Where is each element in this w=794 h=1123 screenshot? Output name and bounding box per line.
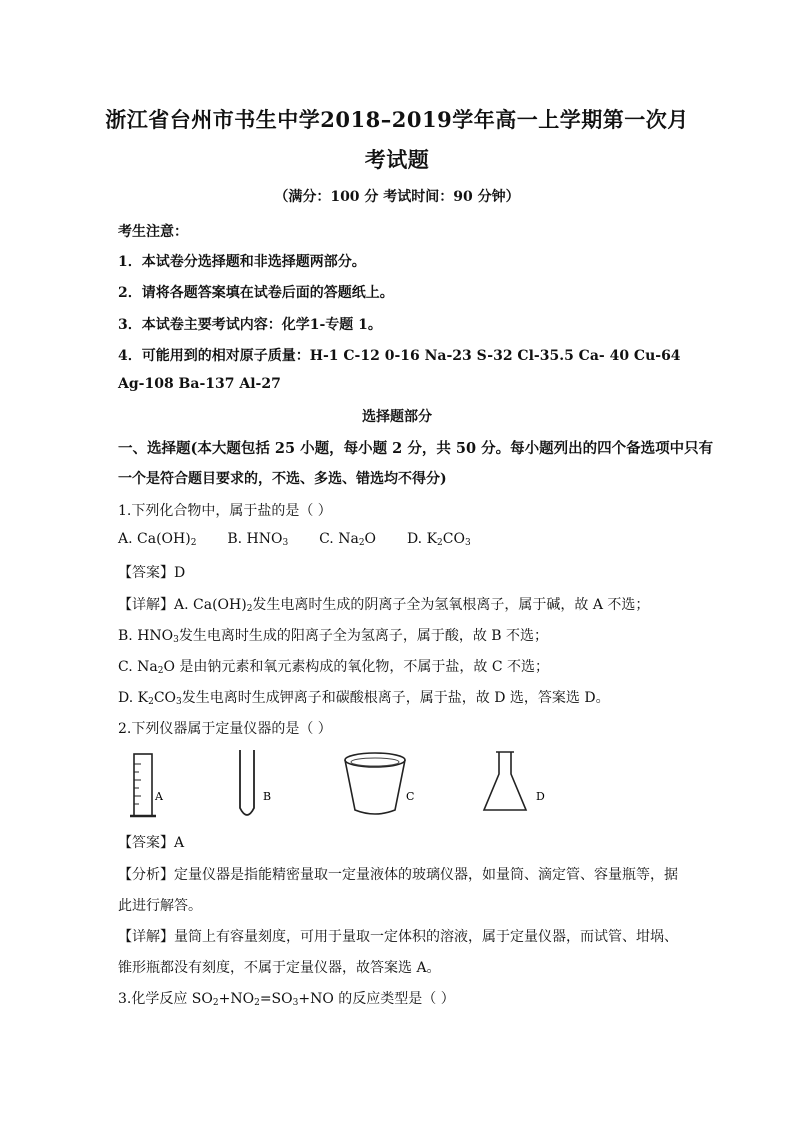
q1-options — [118, 531, 471, 547]
section-title: 选择题部分 — [362, 409, 432, 425]
q2-analysis-1: 【分析】定量仪器是指能精密量取一定量液体的玻璃仪器，如量筒、滴定管、容量瓶等，据 — [118, 867, 678, 883]
notice-item-4: 4．可能用到的相对原子质量：H-1 C-12 0-16 Na-23 S-32 Cl-35.5 Ca- 40 Cu-64 — [118, 348, 681, 364]
q2-label-b: B — [263, 790, 272, 803]
exam-title-line1: 浙江省台州市书生中学2018–2019学年高一上学期第一次月 — [105, 107, 689, 132]
q1-detail-c: C. $Na_2O$ 是由钠元素和氧元素构成的氧化物，不属于盐，故 C 不选； — [118, 659, 549, 676]
q2-analysis-2: 此进行解答。 — [118, 898, 202, 914]
q1-stem: 1.下列化合物中，属于盐的是（ ） — [118, 503, 332, 519]
q1-option-c: C. $Na_2O$ — [319, 531, 377, 548]
notice-item-3: 3．本试卷主要考试内容：化学1-专题 1。 — [118, 317, 382, 333]
section-instruction-2: 一个是符合题目要求的，不选、多选、错选均不得分) — [118, 471, 447, 487]
q2-answer: 【答案】A — [118, 835, 185, 851]
q1-detail-b: B. $HNO_3$发生电离时生成的阳离子全为氢离子，属于酸，故 B 不选； — [118, 628, 549, 645]
q2-stem: 2.下列仪器属于定量仪器的是（ ） — [118, 721, 332, 737]
exam-subtitle: （满分：100 分 考试时间：90 分钟） — [274, 189, 520, 205]
q1-detail-d: D. $K_2CO_3$发生电离时生成钾离子和碳酸根离子，属于盐，故 D 选，答案选 D。 — [118, 690, 610, 707]
q1-option-a: A. $Ca(OH)_2$ — [118, 531, 197, 548]
q3-stem: 3.化学反应 $SO_2+NO_2=SO_3+NO$ 的反应类型是（ ） — [118, 991, 455, 1008]
q2-detail-1: 【详解】量筒上有容量刻度，可用于量取一定体积的溶液，属于定量仪器，而试管、坩埚、 — [118, 929, 678, 945]
notice-item-1: 1．本试卷分选择题和非选择题两部分。 — [118, 254, 366, 270]
q2-label-a: A — [155, 790, 163, 803]
test-tube-icon — [240, 750, 254, 815]
notice-item-4-cont: Ag-108 Ba-137 Al-27 — [118, 376, 281, 392]
exam-title-line2: 考试题 — [364, 147, 430, 172]
notice-item-2: 2．请将各题答案填在试卷后面的答题纸上。 — [118, 285, 394, 301]
q1-option-b: B. $HNO_3$ — [227, 531, 289, 548]
q2-label-c: C — [406, 790, 415, 803]
graduated-cylinder-icon — [130, 754, 156, 816]
section-instruction-1: 一、选择题(本大题包括 25 小题，每小题 2 分，共 50 分。每小题列出的四个备选项中只有 — [118, 440, 714, 457]
conical-flask-icon — [484, 752, 526, 810]
q2-detail-2: 锥形瓶都没有刻度，不属于定量仪器，故答案选 A。 — [118, 960, 441, 976]
q1-detail-a: 【详解】A. $Ca(OH)_2$发生电离时生成的阴离子全为氢氧根离子，属于碱，故 A 不选； — [118, 597, 650, 614]
crucible-icon — [345, 753, 405, 814]
q1-option-d: D. $K_2CO_3$ — [406, 531, 471, 548]
notice-heading: 考生注意： — [118, 224, 188, 240]
q1-answer: 【答案】D — [118, 565, 186, 581]
q2-apparatus-figure — [118, 748, 618, 826]
q2-label-d: D — [536, 790, 545, 803]
